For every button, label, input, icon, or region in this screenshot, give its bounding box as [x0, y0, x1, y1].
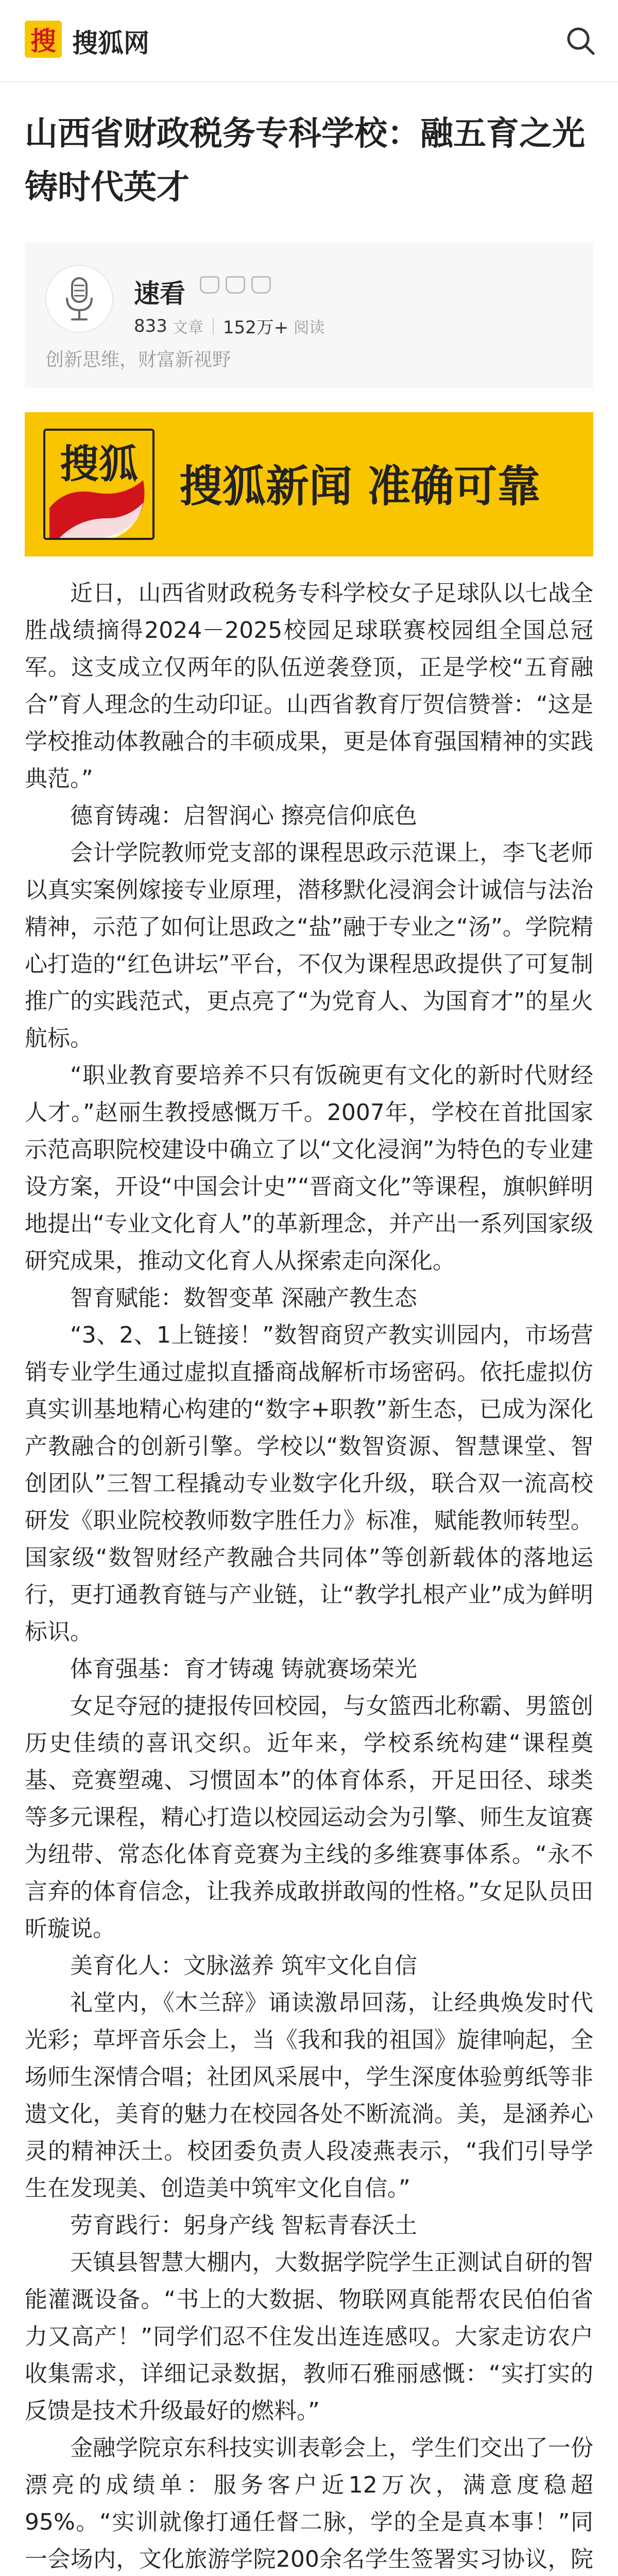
author-card[interactable] [25, 242, 593, 388]
microphone-icon [59, 274, 100, 324]
top-navigation-bar [0, 0, 618, 82]
banner-logo-text: 搜狐 [60, 441, 138, 487]
article-paragraph: 金融学院京东科技实训表彰会上，学生们交出了一份漂亮的成绩单：服务客户近12万次，满意度稳超95%。“实训就像打通任督二脉，学的全是真本事！”同一会场内，文化旅游学院200余名学生签署实习协议，院 [25, 2435, 593, 2572]
article-paragraph: “职业教育要培养不只有饭碗更有文化的新时代财经人才。”赵丽生教授感慨万千。2007年，学校在首批国家示范高职院校建设中确立了以“文化浸润”为特色的专业建设方案，开设“中国会计史”“晋商文化”等课程，旗帜鲜明地提出“专业文化育人”的革新理念，并产出一系列国家级研究成果，推动文化育人从探索走向深化。 [25, 1062, 593, 1274]
articles-count: 833 [134, 315, 167, 336]
section-heading: 德育铸魂：启智润心 擦亮信仰底色 [70, 803, 417, 829]
author-stats [134, 313, 324, 338]
stats-divider [213, 317, 214, 335]
article-body [25, 575, 593, 2576]
section-heading: 体育强基：育才铸魂 铸就赛场荣光 [70, 1656, 417, 1682]
crown-icon [200, 276, 219, 294]
article-paragraph: 天镇县智慧大棚内，大数据学院学生正测试自研的智能灌溉设备。“书上的大数据、物联网真能帮农民伯伯省力又高产！”同学们忍不住发出连连感叹。大家走访农户收集需求，详细记录数据，教师石雅丽感慨：“实打实的反馈是技术升级最好的燃料。” [25, 2249, 593, 2424]
article-paragraph: “3、2、1上链接！”数智商贸产教实训园内，市场营销专业学生通过虚拟直播商战解析市场密码。依托虚拟仿真实训基地精心构建的“数字+职教”新生态，已成为深化产教融合的创新引擎。学校以“数智资源、智慧课堂、智创团队”三智工程撬动专业数字化升级，联合双一流高校研发《职业院校教师数字胜任力》标准，赋能教师转型。国家级“数智财经产教融合共同体”等创新载体的落地运行，更打通教育链与产业链，让“教学扎根产业”成为鲜明标识。 [25, 1322, 593, 1645]
crown-icon [226, 276, 245, 294]
brand-name[interactable]: 搜狐网 [72, 28, 149, 58]
section-heading: 美育化人：文脉滋养 筑牢文化自信 [70, 1953, 417, 1979]
articles-unit: 文章 [172, 318, 203, 337]
sohu-logo-icon[interactable] [25, 21, 62, 58]
article-paragraph: 近日，山西省财政税务专科学校女子足球队以七战全胜战绩摘得2024－2025校园足球联赛校园组全国总冠军。这支成立仅两年的队伍逆袭登顶，正是学校“五育融合”育人理念的生动印证。山西省教育厅贺信赞誉：“这是学校推动体教融合的丰硕成果，更是体育强国精神的实践典范。” [25, 580, 593, 792]
banner-slogan: 搜狐新闻 准确可靠 [179, 461, 541, 512]
author-badges [200, 276, 271, 294]
search-icon [562, 23, 599, 60]
reads-unit: 阅读 [294, 318, 325, 337]
logo-glyph: 搜 [30, 26, 56, 56]
search-button[interactable] [562, 23, 599, 60]
section-heading: 劳育践行：躬身产线 智耘青春沃土 [70, 2212, 417, 2239]
author-description: 创新思维，财富新视野 [45, 349, 231, 370]
article-paragraph: 礼堂内，《木兰辞》诵读激昂回荡，让经典焕发时代光彩；草坪音乐会上，当《我和我的祖国》旋律响起，全场师生深情合唱；社团风采展中，学生深度体验剪纸等非遗文化，美育的魅力在校园各处不断流淌。美，是涵养心灵的精神沃土。校团委负责人段凌燕表示，“我们引导学生在发现美、创造美中筑牢文化自信。” [25, 1990, 593, 2201]
article-title: 山西省财政税务专科学校：融五育之光 铸时代英才 [25, 115, 585, 207]
author-name[interactable]: 速看 [134, 279, 185, 309]
crown-icon [251, 276, 271, 294]
article-paragraph: 会计学院教师党支部的课程思政示范课上，李飞老师以真实案例嫁接专业原理，潜移默化浸润会计诚信与法治精神，示范了如何让思政之“盐”融于专业之“汤”。学院精心打造的“红色讲坛”平台，不仅为课程思政提供了可复制推广的实践范式，更点亮了“为党育人、为国育才”的星火航标。 [25, 840, 593, 1052]
section-heading: 智育赋能：数智变革 深融产教生态 [70, 1285, 417, 1311]
sohu-fox-logo [43, 429, 154, 540]
fox-tail-icon [45, 431, 154, 540]
reads-count: 152万+ [222, 317, 289, 338]
article-paragraph: 女足夺冠的捷报传回校园，与女篮西北称霸、男篮创历史佳绩的喜讯交织。近年来，学校系统构建“课程奠基、竞赛塑魂、习惯固本”的体育体系，开足田径、球类等多元课程，精心打造以校园运动会为引擎、师生友谊赛为纽带、常态化体育竞赛为主线的多维赛事体系。“永不言弃的体育信念，让我养成敢拼敢闯的性格。”女足队员田昕璇说。 [25, 1693, 593, 1942]
promo-banner[interactable] [25, 412, 593, 556]
author-avatar[interactable] [45, 265, 113, 333]
